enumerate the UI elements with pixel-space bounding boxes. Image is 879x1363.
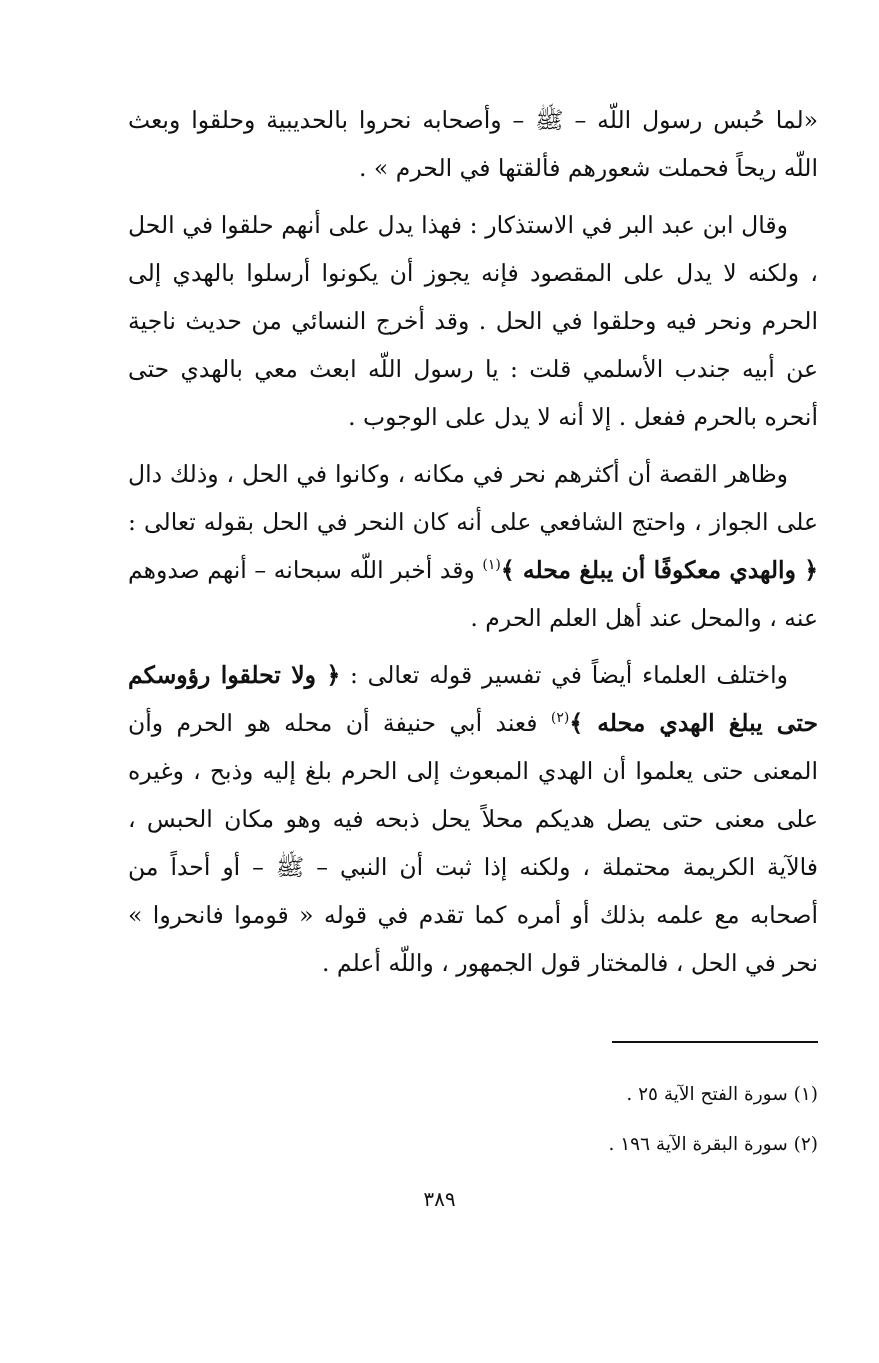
quran-verse-2: ﴿ ولا تحلقوا رؤوسكم حتى يبلغ الهدي محله ﴾ bbox=[128, 661, 818, 737]
paragraph-2 bbox=[128, 201, 818, 441]
paragraph-4 bbox=[128, 651, 818, 987]
paragraph-1 bbox=[128, 96, 818, 192]
paragraph-2-text: وقال ابن عبد البر في الاستذكار : فهذا يدل على أنهم حلقوا في الحل ، ولكنه لا يدل على المقصود فإنه يجوز أن يكونوا أرسلوا بالهدي إلى الحرم ونحر فيه وحلقوا في الحل . وقد أخرج النسائي من حديث ناجية عن أبيه جندب الأسلمي قلت : يا رسول اللّه ابعث معي بالهدي حتى أنحره بالحرم ففعل . إلا أنه لا يدل على الوجوب . bbox=[128, 211, 818, 431]
paragraph-1-text: «لما حُبس رسول اللّه – ﷺ – وأصحابه نحروا بالحديبية وحلقوا وبعث اللّه ريحاً فحملت شعورهم فألقتها في الحرم » . bbox=[128, 106, 818, 182]
footnote-ref-2: (٢) bbox=[550, 710, 570, 727]
main-text bbox=[128, 96, 818, 987]
paragraph-3-continuation: وقد أخبر اللّه سبحانه – أنهم صدوهم عنه ، والمحل عند أهل العلم الحرم . bbox=[128, 556, 818, 632]
footnote-1: (١) سورة الفتح الآية ٢٥ . bbox=[626, 1084, 818, 1105]
quran-verse-1: ﴿ والهدي معكوفًا أن يبلغ محله ﴾ bbox=[500, 556, 818, 584]
footnotes bbox=[398, 1070, 818, 1170]
paragraph-3-text: وظاهر القصة أن أكثرهم نحر في مكانه ، وكانوا في الحل ، وذلك دال على الجواز ، واحتج الشافعي على أنه كان النحر في الحل بقوله تعالى : bbox=[128, 460, 818, 536]
paragraph-4-continuation: فعند أبي حنيفة أن محله هو الحرم وأن المعنى حتى يعلموا أن الهدي المبعوث إلى الحرم بلغ إليه وذبح ، وغيره على معنى حتى يصل هديكم محلاً يحل ذبحه فيه وهو مكان الحبس ، فالآية الكريمة محتملة ، ولكنه إذا ثبت أن النبي – ﷺ – أو أحداً من أصحابه مع علمه بذلك أو أمره كما تقدم في قوله « قوموا فانحروا » نحر في الحل ، فالمختار قول الجمهور ، واللّه أعلم . bbox=[128, 709, 818, 977]
footnote-2: (٢) سورة البقرة الآية ١٩٦ . bbox=[608, 1134, 818, 1155]
footnote-ref-1: (١) bbox=[482, 557, 501, 574]
page-number: ٣٨٩ bbox=[423, 1187, 456, 1211]
footnote-separator bbox=[612, 1041, 818, 1043]
paragraph-4-text: واختلف العلماء أيضاً في تفسير قوله تعالى : bbox=[340, 661, 788, 689]
paragraph-3 bbox=[128, 450, 818, 642]
